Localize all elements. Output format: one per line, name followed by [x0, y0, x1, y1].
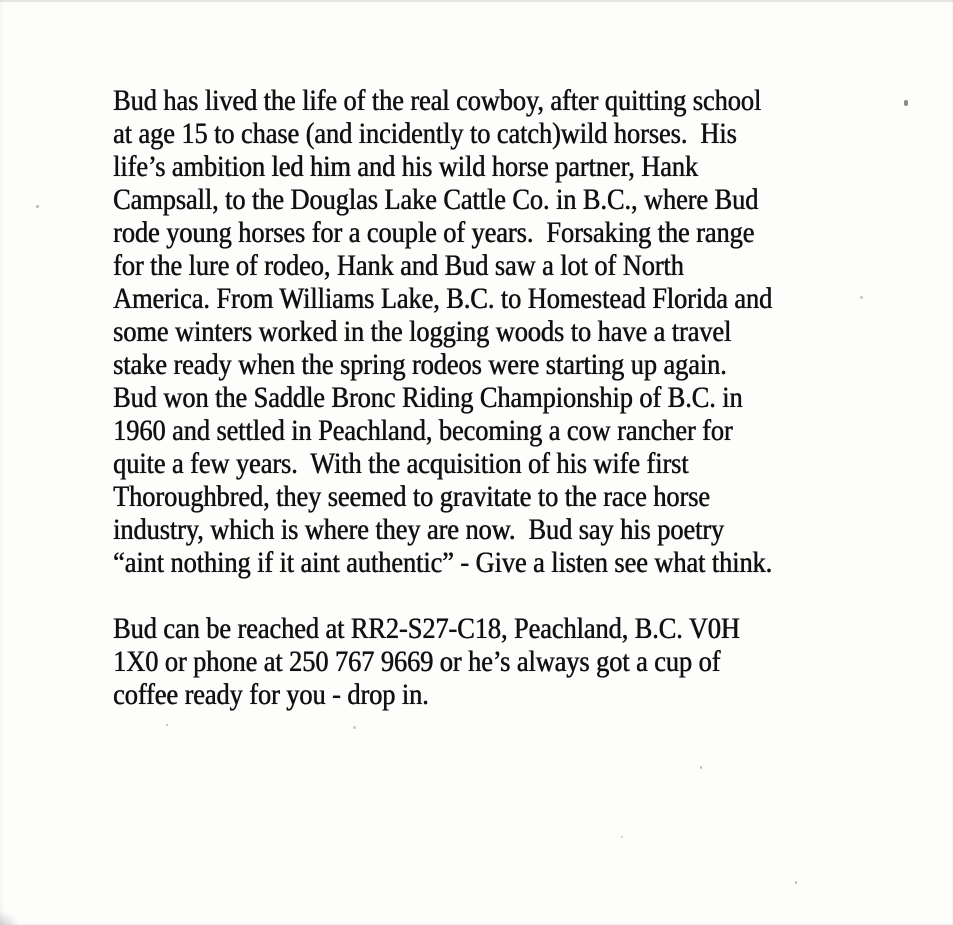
scan-speck	[795, 881, 797, 884]
text-line: quite a few years. With the acquisition of his wife first	[113, 447, 689, 480]
scan-speck	[166, 724, 168, 726]
text-block	[113, 84, 862, 711]
text-line: coffee ready for you - drop in.	[113, 678, 429, 711]
text-line: America. From Williams Lake, B.C. to Homestead Florida and	[113, 282, 773, 315]
scan-speck	[700, 766, 702, 769]
text-line: life’s ambition led him and his wild horse partner, Hank	[113, 150, 698, 183]
contact-paragraph	[113, 612, 862, 711]
text-line: industry, which is where they are now. Bud say his poetry	[113, 513, 725, 546]
scan-speck	[621, 836, 623, 838]
text-line: Campsall, to the Douglas Lake Cattle Co. in B.C., where Bud	[113, 183, 759, 216]
text-line: “aint nothing if it aint authentic” - Give a listen see what think.	[113, 546, 773, 579]
text-line: for the lure of rodeo, Hank and Bud saw a lot of North	[113, 249, 684, 282]
text-line: 1X0 or phone at 250 767 9669 or he’s always got a cup of	[113, 645, 721, 678]
scan-corner-smudge	[0, 910, 20, 925]
text-line: Bud won the Saddle Bronc Riding Championship of B.C. in	[113, 381, 743, 414]
text-line: Thoroughbred, they seemed to gravitate to the race horse	[113, 480, 710, 513]
text-line: rode young horses for a couple of years. Forsaking the range	[113, 216, 755, 249]
scan-speck	[36, 205, 39, 208]
text-line: Bud has lived the life of the real cowboy, after quitting school	[113, 84, 762, 117]
scan-speck	[353, 726, 356, 729]
scan-speck	[860, 296, 863, 299]
bio-paragraph	[113, 84, 862, 579]
text-line: some winters worked in the logging woods to have a travel	[113, 315, 732, 348]
text-line: at age 15 to chase (and incidently to catch)wild horses. His	[113, 117, 737, 150]
text-line: stake ready when the spring rodeos were starting up again.	[113, 348, 727, 381]
text-line: 1960 and settled in Peachland, becoming a cow rancher for	[113, 414, 733, 447]
text-line: Bud can be reached at RR2-S27-C18, Peachland, B.C. V0H	[113, 612, 740, 645]
scan-speck	[904, 100, 908, 106]
